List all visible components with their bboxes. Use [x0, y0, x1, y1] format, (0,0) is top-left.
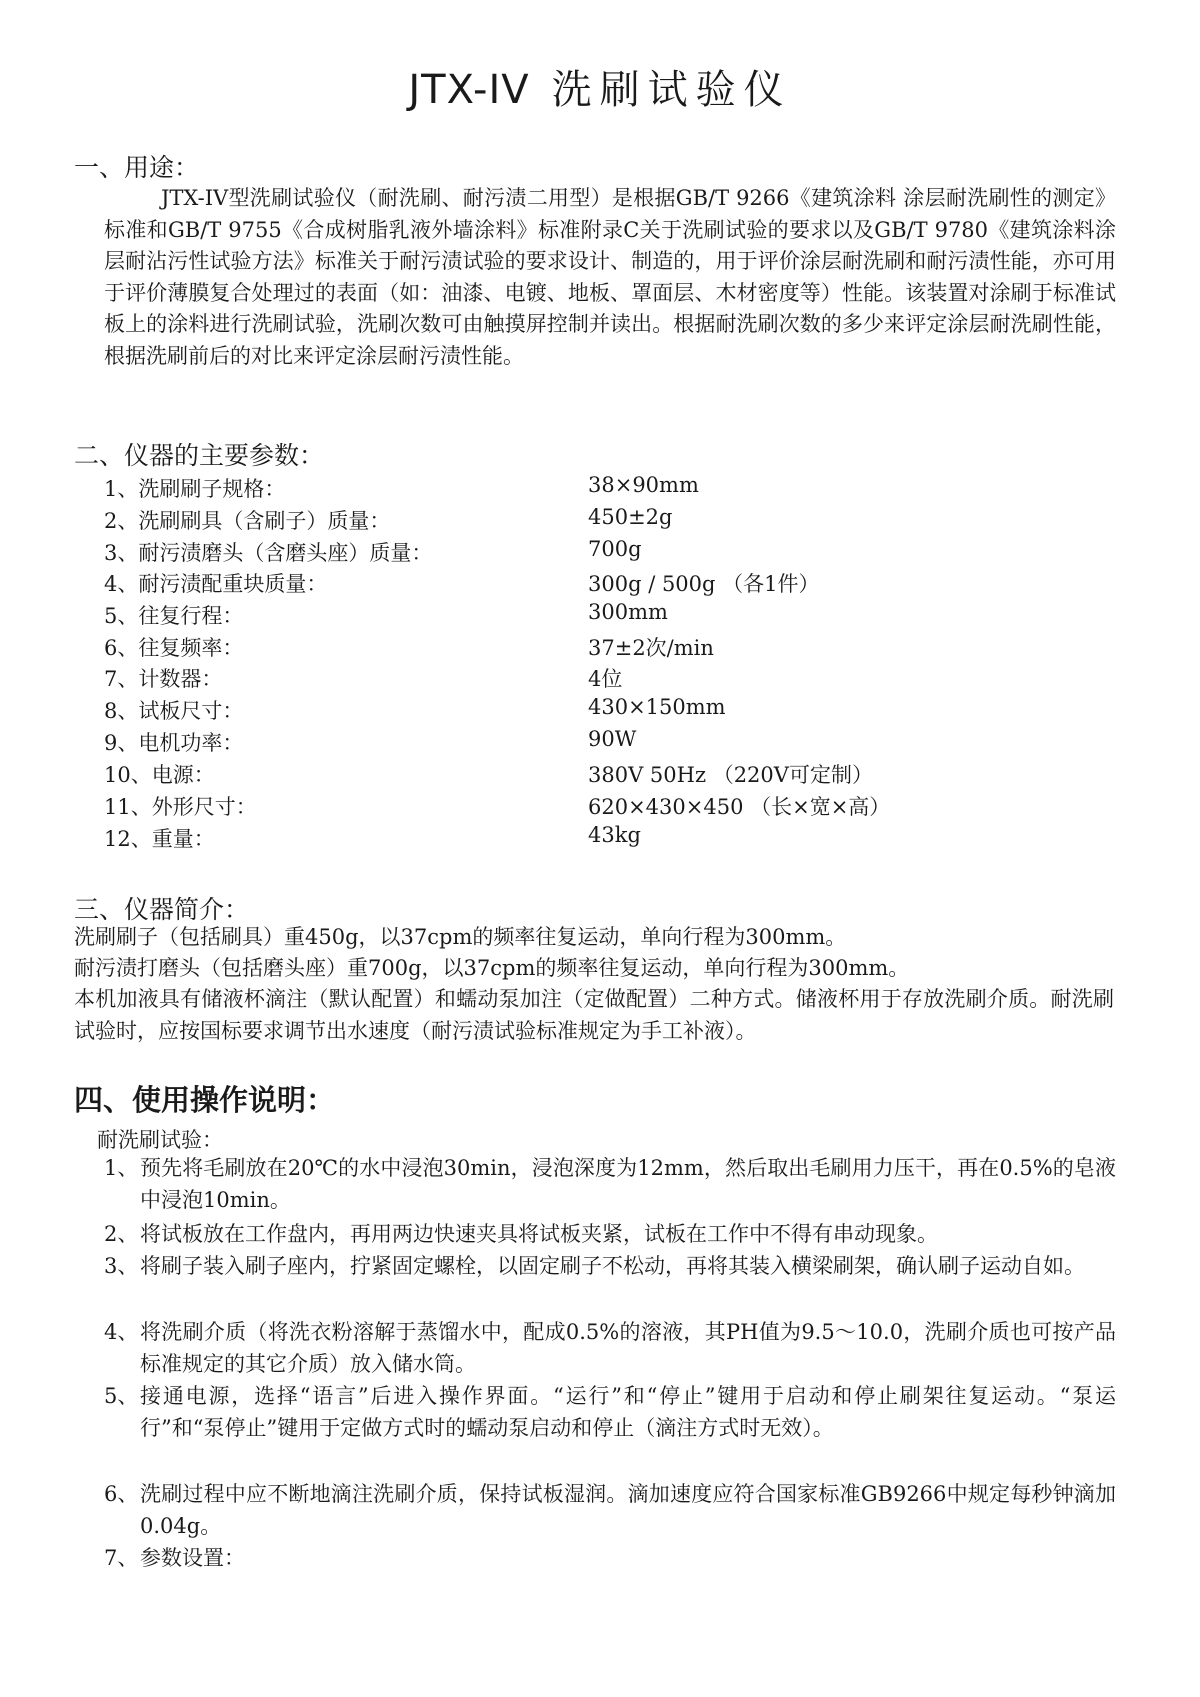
step-text: 接通电源，选择“语言”后进入操作界面。“运行”和“停止”键用于启动和停止刷架往复运动。“泵运行”和“泵停止”键用于定做方式时的蠕动泵启动和停止（滴注方式时无效）。 [140, 1384, 1116, 1440]
operation-step [104, 1250, 1116, 1282]
spec-label: 5、往复行程： [104, 604, 244, 628]
spec-label: 10、电源： [104, 763, 215, 787]
spec-value: 430×150mm [588, 695, 726, 719]
spec-row [104, 791, 891, 821]
spec-row [104, 568, 820, 598]
step-number: 4、 [104, 1320, 139, 1344]
title-model: JTX-IV [408, 67, 530, 113]
step-text: 将刷子装入刷子座内，拧紧固定螺栓，以固定刷子不松动，再将其装入横梁刷架，确认刷子运动自如。 [140, 1254, 1085, 1278]
step-number: 2、 [104, 1222, 139, 1246]
step-text: 参数设置： [140, 1546, 245, 1570]
spec-label: 12、重量： [104, 827, 215, 851]
spec-value: 37±2次/min [588, 636, 714, 660]
section-heading-intro: 三、仪器简介： [74, 895, 250, 924]
step-text: 预先将毛刷放在20℃的水中浸泡30min，浸泡深度为12mm，然后取出毛刷用力压干，再在0.5%的皂液中浸泡10min。 [140, 1156, 1116, 1212]
spec-row [104, 537, 642, 567]
spec-label: 4、耐污渍配重块质量： [104, 572, 328, 596]
spec-label: 8、试板尺寸： [104, 699, 244, 723]
spec-row [104, 823, 641, 853]
section-heading-operation: 四、使用操作说明： [74, 1083, 336, 1117]
spec-row [104, 695, 726, 725]
operation-step [104, 1380, 1116, 1444]
step-text: 洗刷过程中应不断地滴注洗刷介质，保持试板湿润。滴加速度应符合国家标准GB9266中规定每秒钟滴加0.04g。 [140, 1482, 1116, 1538]
spec-value: 380V 50Hz （220V可定制） [588, 763, 873, 787]
step-text: 将洗刷介质（将洗衣粉溶解于蒸馏水中，配成0.5%的溶液，其PH值为9.5～10.0，洗刷介质也可按产品标准规定的其它介质）放入储水筒。 [140, 1320, 1116, 1376]
section-heading-purpose: 一、用途： [74, 153, 200, 182]
intro-line-1: 洗刷刷子（包括刷具）重450g，以37cpm的频率往复运动，单向行程为300mm。 [74, 925, 847, 949]
spec-label: 11、外形尺寸： [104, 795, 257, 819]
step-number: 6、 [104, 1482, 139, 1506]
step-text: 将试板放在工作盘内，再用两边快速夹具将试板夹紧，试板在工作中不得有串动现象。 [140, 1222, 938, 1246]
spec-row [104, 600, 668, 630]
spec-value: 450±2g [588, 505, 673, 529]
step-number: 7、 [104, 1546, 139, 1570]
operation-step [104, 1218, 1116, 1250]
page-title [0, 58, 1200, 115]
spec-row [104, 663, 623, 693]
step-number: 3、 [104, 1254, 139, 1278]
spec-value: 90W [588, 727, 637, 751]
spec-row [104, 632, 714, 662]
spec-row [104, 759, 873, 789]
step-number: 1、 [104, 1156, 139, 1180]
intro-line-2: 耐污渍打磨头（包括磨头座）重700g，以37cpm的频率往复运动，单向行程为300mm。 [74, 956, 910, 980]
spec-value: 4位 [588, 667, 623, 691]
operation-step [104, 1478, 1116, 1542]
operation-step [104, 1542, 1116, 1574]
operation-step [104, 1316, 1116, 1380]
spec-label: 1、洗刷刷子规格： [104, 477, 286, 501]
section-heading-specs: 二、仪器的主要参数： [74, 441, 325, 470]
spec-label: 3、耐污渍磨头（含磨头座）质量： [104, 541, 433, 565]
operation-step [104, 1152, 1116, 1216]
title-name: 洗刷试验仪 [551, 67, 792, 113]
spec-row [104, 727, 637, 757]
spec-value: 700g [588, 537, 642, 561]
spec-label: 6、往复频率： [104, 636, 244, 660]
spec-row [104, 505, 673, 535]
spec-label: 7、计数器： [104, 667, 223, 691]
purpose-paragraph: JTX-IV型洗刷试验仪（耐洗刷、耐污渍二用型）是根据GB/T 9266《建筑涂料 涂层耐洗刷性的测定》标准和GB/T 9755《合成树脂乳液外墙涂料》标准附录C关于洗刷试验的要求以及GB/T 9780《建筑涂料涂层耐沾污性试验方法》标准关于耐污渍试验的要求设计、制造的，用于评价涂层耐洗刷和耐污渍性能，亦可用于评价薄膜复合处理过的表面（如：油漆、电镀、地板、罩面层、木材密度等）性能。该装置对涂刷于标准试板上的涂料进行洗刷试验，洗刷次数可由触摸屏控制并读出。根据耐洗刷次数的多少来评定涂层耐洗刷性能，根据洗刷前后的对比来评定涂层耐污渍性能。 [104, 186, 1116, 368]
spec-value: 620×430×450 （长×宽×高） [588, 795, 891, 819]
step-number: 5、 [104, 1384, 139, 1408]
spec-label: 9、电机功率： [104, 731, 244, 755]
intro-paragraph-3: 本机加液具有储液杯滴注（默认配置）和蠕动泵加注（定做配置）二种方式。储液杯用于存放洗刷介质。耐洗刷试验时，应按国标要求调节出水速度（耐污渍试验标准规定为手工补液）。 [74, 987, 1114, 1043]
spec-value: 43kg [588, 823, 641, 847]
spec-value: 300mm [588, 600, 668, 624]
spec-row [104, 473, 699, 503]
spec-value: 38×90mm [588, 473, 699, 497]
operation-subheading: 耐洗刷试验： [97, 1128, 223, 1152]
spec-label: 2、洗刷刷具（含刷子）质量： [104, 509, 391, 533]
spec-value: 300g / 500g （各1件） [588, 572, 820, 596]
